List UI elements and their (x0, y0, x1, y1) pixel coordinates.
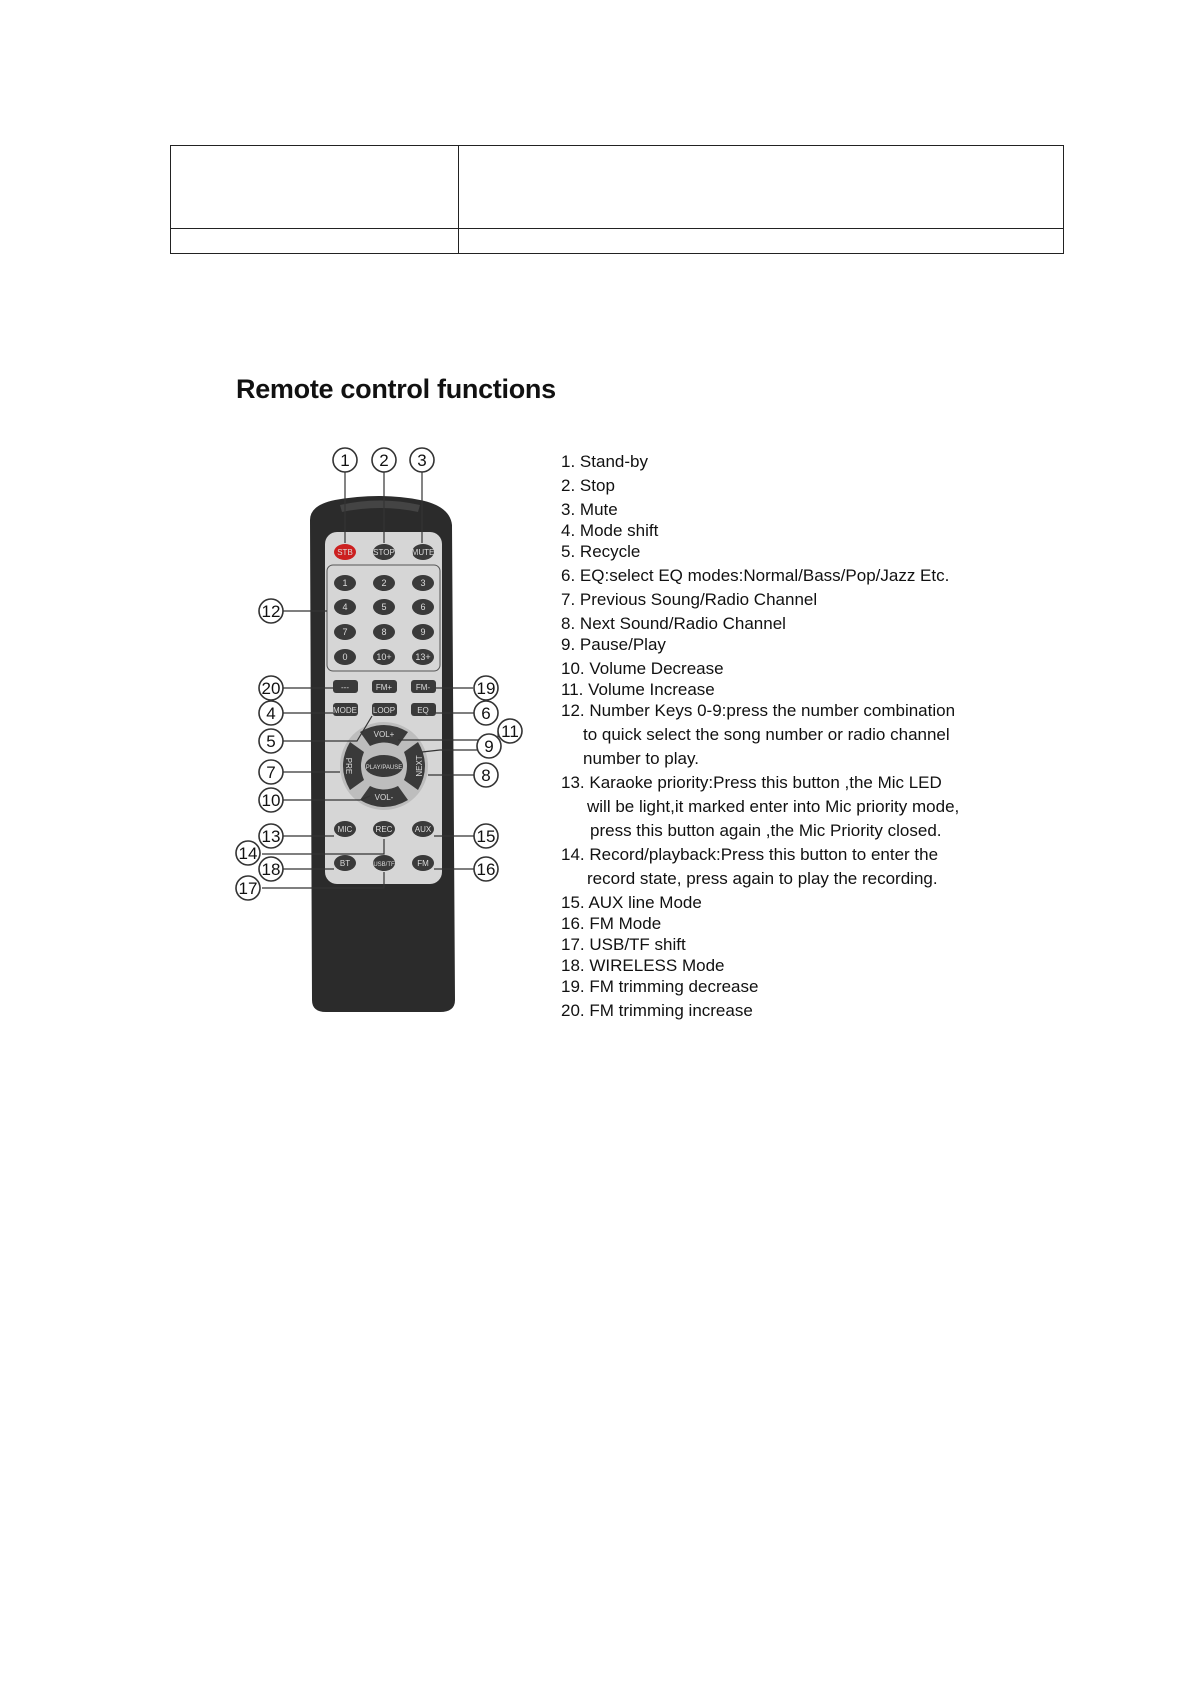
svg-text:FM: FM (417, 859, 429, 868)
svg-text:11: 11 (501, 722, 519, 741)
function-item-15: 15. AUX line Mode (561, 893, 702, 912)
svg-text:STB: STB (337, 548, 353, 557)
svg-text:18: 18 (261, 860, 281, 879)
key-9[interactable] (412, 624, 434, 640)
function-item-12-line-3: number to play. (583, 749, 699, 768)
callout-15 (474, 824, 498, 848)
function-item-2: 2. Stop (561, 476, 615, 495)
svg-text:6: 6 (420, 602, 426, 612)
callout-4 (259, 701, 283, 725)
svg-text:12: 12 (261, 602, 281, 621)
svg-text:2: 2 (381, 578, 387, 588)
svg-text:LOOP: LOOP (372, 706, 396, 715)
callout-13 (259, 824, 283, 848)
callout-18 (259, 857, 283, 881)
function-item-13-line-3: press this button again ,the Mic Priority closed. (590, 821, 942, 840)
function-item-18: 18. WIRELESS Mode (561, 956, 725, 975)
rec-button[interactable] (373, 821, 395, 837)
svg-text:PRE: PRE (344, 757, 353, 775)
fm-button[interactable] (412, 855, 434, 871)
callout-7 (259, 760, 283, 784)
function-item-12-line-2: to quick select the song number or radio channel (583, 725, 950, 744)
aux-button[interactable] (412, 821, 434, 837)
eq-button[interactable] (411, 703, 436, 716)
svg-text:14: 14 (238, 844, 258, 863)
callout-12 (259, 599, 283, 623)
svg-text:4: 4 (266, 704, 276, 723)
function-item-14: 14. Record/playback:Press this button to enter the (561, 845, 939, 864)
function-item-4: 4. Mode shift (561, 521, 659, 540)
callout-8 (474, 763, 498, 787)
svg-text:FM+: FM+ (375, 683, 393, 692)
svg-text:REC: REC (375, 825, 393, 834)
callout-17 (236, 876, 260, 900)
play-pause-button[interactable] (365, 755, 403, 777)
svg-text:MUTE: MUTE (411, 548, 435, 557)
function-item-13-line-2: will be light,it marked enter into Mic priority mode, (587, 797, 960, 816)
function-item-19: 19. FM trimming decrease (561, 977, 759, 996)
function-list (561, 451, 959, 1021)
callout-3 (410, 448, 434, 472)
function-item-10: 10. Volume Decrease (561, 659, 724, 678)
function-item-20: 20. FM trimming increase (561, 1001, 753, 1020)
callout-2 (372, 448, 396, 472)
svg-text:3: 3 (420, 578, 426, 588)
svg-text:5: 5 (381, 602, 387, 612)
key-7[interactable] (334, 624, 356, 640)
svg-text:USB/TF: USB/TF (373, 862, 395, 868)
key-6[interactable] (412, 599, 434, 615)
mic-button[interactable] (334, 821, 356, 837)
svg-text:7: 7 (266, 763, 276, 782)
svg-text:3: 3 (417, 451, 427, 470)
callout-11 (498, 719, 522, 743)
svg-text:2: 2 (379, 451, 389, 470)
usb-tf-button[interactable] (373, 855, 395, 871)
svg-text:9: 9 (420, 627, 426, 637)
function-item-9: 9. Pause/Play (561, 635, 666, 654)
bt-button[interactable] (334, 855, 356, 871)
svg-text:NEXT: NEXT (415, 755, 424, 777)
svg-text:PLAY/PAUSE: PLAY/PAUSE (365, 765, 403, 771)
callout-5 (259, 729, 283, 753)
function-item-16: 16. FM Mode (561, 914, 662, 933)
fm-minus-button[interactable] (411, 680, 436, 693)
svg-text:EQ: EQ (417, 706, 429, 715)
svg-text:4: 4 (342, 602, 348, 612)
function-item-17: 17. USB/TF shift (561, 935, 686, 954)
key-13-plus[interactable] (412, 649, 434, 665)
callout-20 (259, 676, 283, 700)
section-title: Remote control functions (236, 374, 556, 404)
callout-6 (474, 701, 498, 725)
svg-text:6: 6 (481, 704, 491, 723)
svg-text:17: 17 (238, 879, 258, 898)
svg-text:7: 7 (342, 627, 348, 637)
navigation-pad (340, 722, 428, 810)
function-item-6: 6. EQ:select EQ modes:Normal/Bass/Pop/Jazz Etc. (561, 566, 950, 585)
function-item-7: 7. Previous Soung/Radio Channel (561, 590, 818, 609)
svg-text:0: 0 (342, 652, 348, 662)
function-item-14-line-2: record state, press again to play the recording. (587, 869, 938, 888)
function-item-3: 3. Mute (561, 500, 618, 519)
svg-text:VOL+: VOL+ (373, 730, 395, 739)
function-item-1: 1. Stand-by (561, 452, 648, 471)
svg-text:1: 1 (342, 578, 348, 588)
key-4[interactable] (334, 599, 356, 615)
mode-button[interactable] (333, 703, 358, 716)
function-item-8: 8. Next Sound/Radio Channel (561, 614, 786, 633)
fm-plus-button[interactable] (372, 680, 397, 693)
callout-16 (474, 857, 498, 881)
svg-text:1: 1 (340, 451, 350, 470)
svg-text:STOP: STOP (373, 548, 395, 557)
function-item-5: 5. Recycle (561, 542, 641, 561)
key-1[interactable] (334, 575, 356, 591)
callout-19 (474, 676, 498, 700)
key-8[interactable] (373, 624, 395, 640)
key-0[interactable] (334, 649, 356, 665)
callout-9 (477, 734, 501, 758)
function-item-13: 13. Karaoke priority:Press this button ,the Mic LED (561, 773, 942, 792)
callout-1 (333, 448, 357, 472)
function-item-12: 12. Number Keys 0-9:press the number combination (561, 701, 956, 720)
standby-button[interactable] (334, 544, 356, 560)
svg-text:9: 9 (484, 737, 494, 756)
svg-text:13: 13 (261, 827, 281, 846)
svg-text:8: 8 (481, 766, 491, 785)
svg-text:MODE: MODE (333, 706, 357, 715)
svg-text:13+: 13+ (415, 652, 431, 662)
svg-text:MIC: MIC (337, 825, 353, 834)
svg-text:5: 5 (266, 732, 276, 751)
svg-text:19: 19 (476, 679, 496, 698)
key-10-plus[interactable] (373, 649, 395, 665)
callout-10 (259, 788, 283, 812)
svg-text:20: 20 (261, 679, 281, 698)
svg-text:VOL-: VOL- (374, 793, 394, 802)
svg-text:BT: BT (339, 859, 351, 868)
stop-button[interactable] (373, 544, 395, 560)
key-5[interactable] (373, 599, 395, 615)
svg-text:10+: 10+ (376, 652, 392, 662)
callout-14 (236, 841, 260, 865)
svg-text:FM-: FM- (415, 683, 431, 692)
svg-text:16: 16 (476, 860, 496, 879)
loop-button[interactable] (372, 703, 397, 716)
function-item-11: 11. Volume Increase (561, 680, 715, 699)
svg-text:15: 15 (476, 827, 496, 846)
svg-text:---: --- (341, 683, 349, 692)
svg-text:8: 8 (381, 627, 387, 637)
svg-text:AUX: AUX (414, 825, 432, 834)
svg-text:10: 10 (261, 791, 281, 810)
fm-trim-increase-button[interactable] (333, 680, 358, 693)
key-3[interactable] (412, 575, 434, 591)
key-2[interactable] (373, 575, 395, 591)
